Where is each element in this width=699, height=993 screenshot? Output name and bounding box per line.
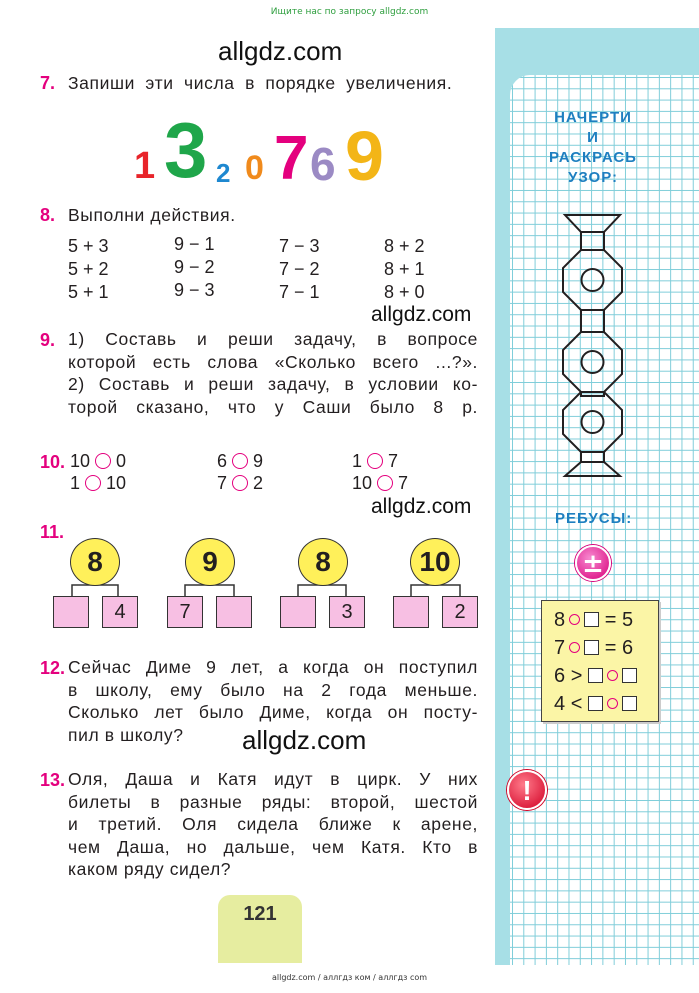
cmp-right: 10 (106, 473, 127, 493)
rebus-title: РЕБУСЫ: (555, 510, 633, 527)
expression: 5 + 1 (68, 282, 109, 302)
rebus-box (541, 600, 659, 722)
blank-circle-icon (607, 698, 618, 709)
rebus-row (554, 693, 637, 716)
rebus-digit: 8 (554, 609, 566, 631)
bottom-note: allgdz.com / аллгдз ком / аллгдз com (271, 973, 428, 982)
task-number: 13. (40, 770, 66, 790)
expression: 5 + 2 (68, 259, 109, 279)
watermark: allgdz.com (371, 303, 472, 326)
number-ball: 10 (410, 538, 460, 586)
answer-box[interactable] (216, 596, 252, 628)
blank-circle-icon (569, 642, 580, 653)
rebus-op: > (570, 665, 583, 687)
blank-circle-icon (569, 614, 580, 625)
blank-square-icon (622, 668, 637, 683)
watermark: allgdz.com (242, 725, 367, 755)
side-title-line: УЗОР: (568, 169, 618, 186)
expression: 8 + 0 (384, 282, 425, 302)
cmp-left: 7 (217, 473, 228, 493)
rebus-row (554, 609, 633, 632)
cmp-left: 1 (352, 451, 363, 471)
text-line: 1) Составь и реши задачу, в вопросе (68, 329, 478, 349)
expression: 9 − 2 (174, 257, 215, 277)
rebus-op: < (570, 693, 583, 715)
rebus-row (554, 637, 633, 660)
blank-square-icon (584, 612, 599, 627)
watermark: allgdz.com (218, 36, 343, 66)
task-number: 7. (40, 73, 56, 93)
expression: 8 + 1 (384, 259, 425, 279)
plus-minus-icon: ± (575, 545, 611, 581)
side-title-line: И (587, 129, 599, 146)
text-line: Оля, Даша и Катя идут в цирк. У них (68, 769, 478, 789)
cmp-right: 9 (253, 451, 264, 471)
cmp-left: 10 (352, 473, 373, 493)
number-ball: 8 (70, 538, 120, 586)
expression: 7 − 1 (279, 282, 320, 302)
rebus-digit: 5 (621, 609, 634, 631)
task-number: 12. (40, 658, 66, 678)
side-title-line: РАСКРАСЬ (549, 149, 637, 166)
text-line: 2) Составь и реши задачу, в условии ко- (68, 374, 478, 394)
cmp-right: 7 (388, 451, 399, 471)
number-box: 2 (442, 596, 478, 628)
text-line: в школу, ему было на 2 года меньше. (68, 679, 478, 700)
digit-2: 2 (216, 158, 231, 188)
task-number: 9. (40, 330, 56, 350)
number-box: 7 (167, 596, 203, 628)
rebus-row (554, 665, 637, 688)
task-number: 8. (40, 205, 56, 225)
number-ball: 8 (298, 538, 348, 586)
expression: 5 + 3 (68, 236, 109, 256)
rebus-digit: 4 (554, 693, 566, 715)
cmp-right: 7 (398, 473, 409, 493)
expression: 7 − 3 (279, 236, 320, 256)
task-text: Выполни действия. (68, 205, 236, 225)
cmp-left: 10 (70, 451, 91, 471)
task-text: Запиши эти числа в порядке увеличения. (68, 73, 453, 93)
digit-0: 0 (245, 149, 264, 187)
rebus-digit: 6 (554, 665, 566, 687)
digit-7: 7 (274, 124, 309, 193)
number-ball: 9 (185, 538, 235, 586)
rebus-eq: = (604, 609, 617, 631)
answer-box[interactable] (393, 596, 429, 628)
digit-3: 3 (164, 106, 208, 194)
page-number: 121 (243, 903, 277, 925)
cmp-left: 1 (70, 473, 81, 493)
text-line: торой сказано, что у Саши было 8 р. (68, 396, 478, 417)
cmp-right: 0 (116, 451, 127, 471)
text-line: каком ряду сидел? (68, 859, 232, 879)
text-line: и третий. Оля сидела ближе к арене, (68, 814, 478, 834)
cmp-right: 2 (253, 473, 264, 493)
top-note: Ищите нас по запросу allgdz.com (270, 7, 429, 17)
rebus-eq: = (604, 637, 617, 659)
blank-square-icon (622, 696, 637, 711)
blank-square-icon (588, 696, 603, 711)
watermark: allgdz.com (371, 495, 472, 518)
text-line: пил в школу? (68, 724, 184, 745)
answer-box[interactable] (53, 596, 89, 628)
answer-box[interactable] (280, 596, 316, 628)
text-line: которой есть слова «Сколько всего ...?». (68, 351, 478, 372)
expression: 9 − 1 (174, 234, 215, 254)
exclamation-icon: ! (507, 770, 547, 810)
rebus-digit: 7 (554, 637, 566, 659)
text-line: чем Даша, но дальше, чем Катя. Кто в (68, 836, 478, 857)
text-line: Сколько лет было Диме, когда он посту- (68, 702, 478, 722)
task-text (68, 768, 478, 881)
task-number: 11. (40, 522, 65, 542)
expression: 7 − 2 (279, 259, 320, 279)
blank-circle-icon (607, 670, 618, 681)
blank-square-icon (588, 668, 603, 683)
task-text (68, 656, 478, 746)
cmp-left: 6 (217, 451, 228, 471)
side-title (535, 108, 651, 188)
expression: 9 − 3 (174, 280, 215, 300)
rebus-digit: 6 (621, 637, 634, 659)
digit-1: 1 (134, 145, 156, 187)
text-line: Сейчас Диме 9 лет, а когда он поступил (68, 657, 478, 677)
expression: 8 + 2 (384, 236, 425, 256)
octagon-pattern (560, 210, 626, 480)
number-box: 4 (102, 596, 138, 628)
blank-square-icon (584, 640, 599, 655)
digit-6: 6 (310, 138, 336, 190)
number-box: 3 (329, 596, 365, 628)
side-title-line: НАЧЕРТИ (554, 109, 632, 126)
task-number: 10. (40, 452, 66, 472)
digit-9: 9 (345, 117, 384, 195)
text-line: билеты в разные ряды: второй, шестой (68, 791, 478, 812)
